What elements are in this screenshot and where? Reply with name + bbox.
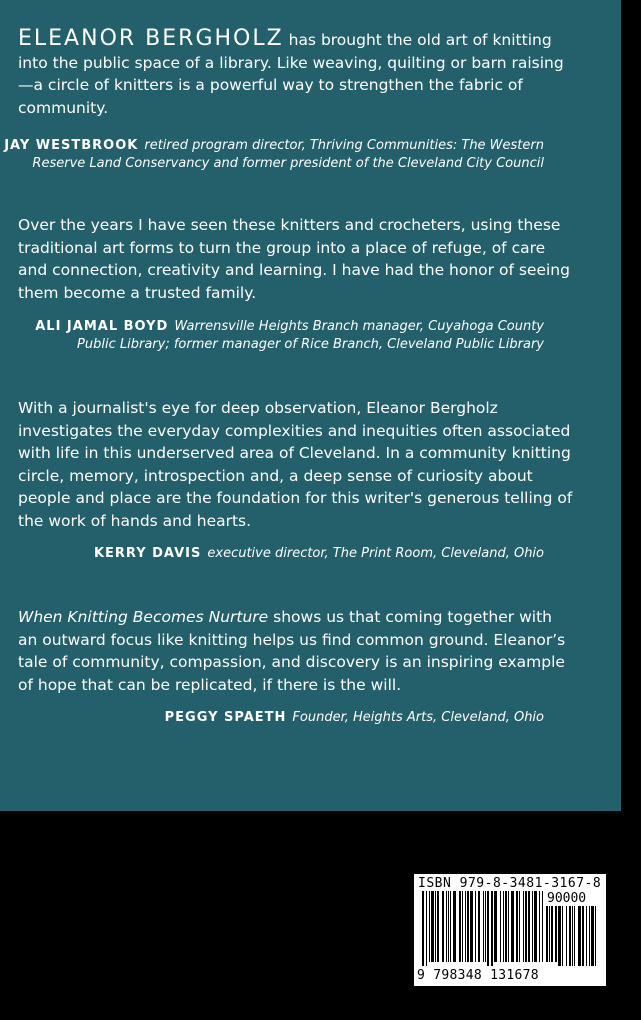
barcode-bar [525, 891, 527, 962]
barcode-bar [467, 891, 469, 962]
attribution-2-name: ALI JAMAL BOYD [35, 319, 169, 334]
barcode-bar [478, 891, 480, 962]
barcode-bar [487, 891, 489, 966]
barcode-bar [542, 891, 543, 962]
barcode-bar [558, 906, 561, 966]
barcode-bar [475, 891, 476, 962]
barcode-bar [429, 891, 430, 962]
blurb-4-book-title: When Knitting Becomes Nurture [18, 608, 269, 626]
barcode-bar [519, 891, 520, 962]
blurb-1-text: has brought the old art of knitting into the public space of a library. Like weaving, quilting or barn raising—a circle of knitters is a powerful way to strengthen the fabric of community. [18, 31, 564, 117]
barcode-bar [453, 891, 456, 962]
blurb-3-text: With a journalist's eye for deep observation, Eleanor Bergholz investigates the everyday complexities and inequities often associated with life in this underserved area of Cleveland. In a community knitting circle, memory, introspection and, a deep sense of curiosity about people and place are the foundation for this writer's generous telling of the work of hands and hearts. [18, 399, 573, 530]
attribution-2 [4, 318, 544, 354]
barcode-bar [589, 906, 590, 966]
barcode-bar [532, 891, 533, 962]
blurb-2 [18, 214, 573, 304]
barcode-bar [431, 891, 434, 962]
barcode-bar [483, 891, 484, 962]
blurb-4-text: shows us that coming together with an outward focus like knitting helps us find common ground. Eleanor’s tale of community, compassion, and discovery is an inspiring example of hope that can be replicated, if there is the will. [18, 608, 566, 694]
barcode-bar [494, 891, 497, 962]
blurb-1 [18, 28, 573, 119]
barcode-bar [442, 891, 444, 962]
blurb-4 [18, 606, 573, 696]
barcode-bar [586, 906, 587, 966]
barcode-bar [551, 906, 553, 962]
barcode-bar [572, 906, 573, 966]
barcode-bar [448, 891, 449, 962]
blurb-1-lead-name: ELEANOR BERGHOLZ [18, 26, 284, 51]
barcode-price-code: 90000 [547, 891, 587, 906]
barcode-digits: 9 798348 131678 [417, 968, 539, 983]
barcode-bar [435, 891, 436, 962]
barcode-bar [534, 891, 537, 962]
barcode-bar [516, 891, 518, 962]
attribution-4-name: PEGGY SPAETH [164, 710, 287, 725]
barcode-bar [422, 891, 424, 966]
barcode-bar [465, 891, 466, 962]
barcode-bar [462, 891, 463, 962]
barcode-bar [505, 891, 507, 962]
attribution-4-role: Founder, Heights Arts, Cleveland, Ohio [292, 710, 544, 725]
barcode-bar [549, 906, 550, 962]
barcode-bar [437, 891, 439, 962]
barcode-bar [450, 891, 451, 962]
barcode-bar [591, 906, 594, 966]
blurb-3 [18, 397, 573, 532]
barcode-bar [523, 891, 524, 962]
attribution-2-role: Warrensville Heights Branch manager, Cuyahoga County Public Library; former manager of Rice Branch, Cleveland Public Library [77, 319, 544, 352]
barcode-bar [566, 906, 567, 966]
barcode-bar [459, 891, 461, 962]
attribution-1 [4, 137, 544, 173]
isbn-label: ISBN 979-8-3481-3167-8 [418, 876, 602, 891]
barcode-bar [574, 906, 575, 966]
barcode-bar [539, 891, 540, 962]
barcode-bar [595, 906, 596, 966]
barcode-bar [508, 891, 509, 962]
attribution-3 [4, 545, 544, 563]
attribution-3-name: KERRY DAVIS [93, 546, 202, 561]
barcode-bar [503, 891, 504, 962]
isbn-barcode [414, 874, 606, 986]
barcode-bar [491, 891, 493, 966]
attribution-1-role: retired program director, Thriving Communities: The Western Reserve Land Conservancy and former president of the Cleveland City Council [32, 138, 544, 171]
barcode-bar [446, 891, 447, 962]
barcode-bar [582, 906, 584, 966]
barcode-bar [426, 891, 427, 966]
barcode-bar [500, 891, 501, 962]
barcode-bar [562, 906, 563, 966]
barcode-bar [578, 906, 581, 966]
blurb-2-text: Over the years I have seen these knitters and crocheters, using these traditional art forms to turn the group into a place of refuge, of care and connection, creativity and learning. I have had the honor of seeing them become a trusted family. [18, 216, 570, 302]
attribution-3-role: executive director, The Print Room, Cleveland, Ohio [207, 546, 544, 561]
barcode-bar [528, 891, 530, 962]
attribution-4 [4, 709, 544, 727]
barcode-bar [555, 906, 557, 962]
barcode-bar [546, 906, 548, 962]
barcode-bar [485, 891, 486, 962]
attribution-1-name: JAY WESTBROOK [4, 138, 139, 153]
barcode-bar [511, 891, 514, 962]
barcode-bar [569, 906, 571, 966]
barcode-bar [470, 891, 473, 962]
